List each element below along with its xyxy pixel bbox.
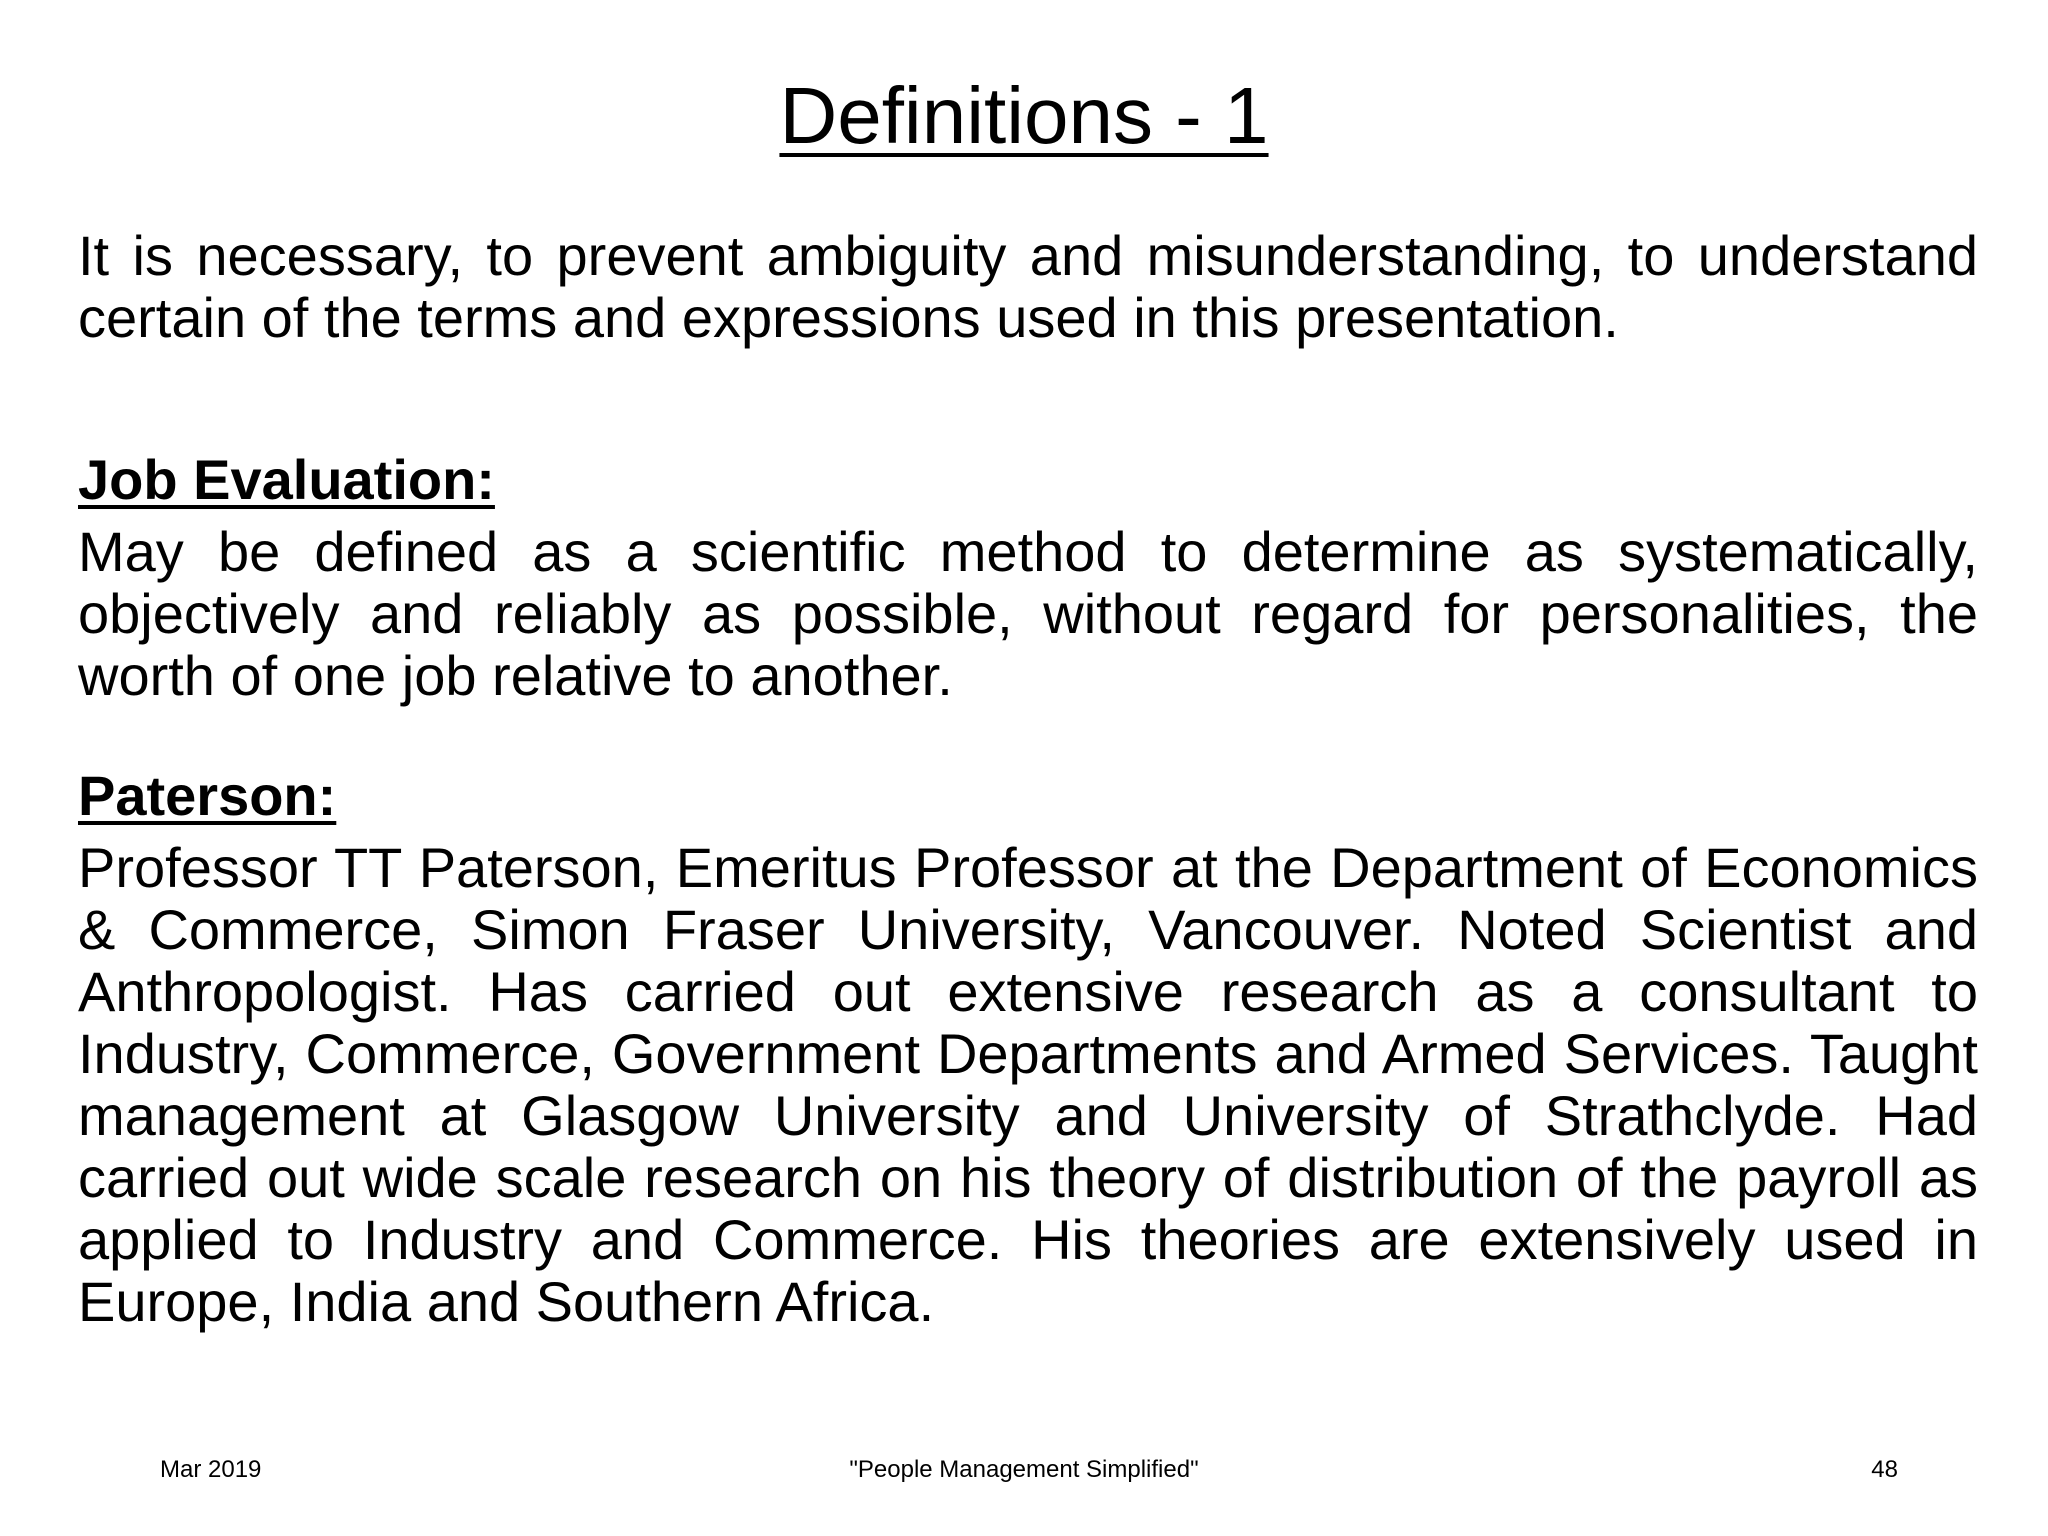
definition-job-evaluation [78,449,1978,707]
definition-term: Job Evaluation: [78,448,495,511]
slide-content [78,225,1978,1333]
definition-text: Professor TT Paterson, Emeritus Professor at the Department of Economics & Commerce, Simon Fraser University, Vancouver. Noted Scientist and Anthropologist. Has carried out extensive research as a consultant to Industry, Commerce, Government Departments and Armed Services. Taught management at Glasgow University and University of Strathclyde. Had carried out wide scale research on his theory of distribution of the payroll as applied to Industry and Commerce. His theories are extensively used in Europe, India and Southern Africa. [78,836,1978,1333]
intro-paragraph: It is necessary, to prevent ambiguity and misunderstanding, to understand certain of the terms and expressions used in this presentation. [78,224,1978,349]
definition-paterson [78,765,1978,1333]
slide-title: Definitions - 1 [779,71,1269,160]
slide-title-container [0,68,2048,164]
footer-page-number: 48 [1871,1456,1898,1483]
definition-term: Paterson: [78,764,337,827]
footer-date: Mar 2019 [160,1456,262,1483]
definition-text: May be defined as a scientific method to determine as systematically, objectively and reliably as possible, without regard for personalities, the worth of one job relative to another. [78,520,1978,707]
footer-title: "People Management Simplified" [849,1456,1199,1483]
